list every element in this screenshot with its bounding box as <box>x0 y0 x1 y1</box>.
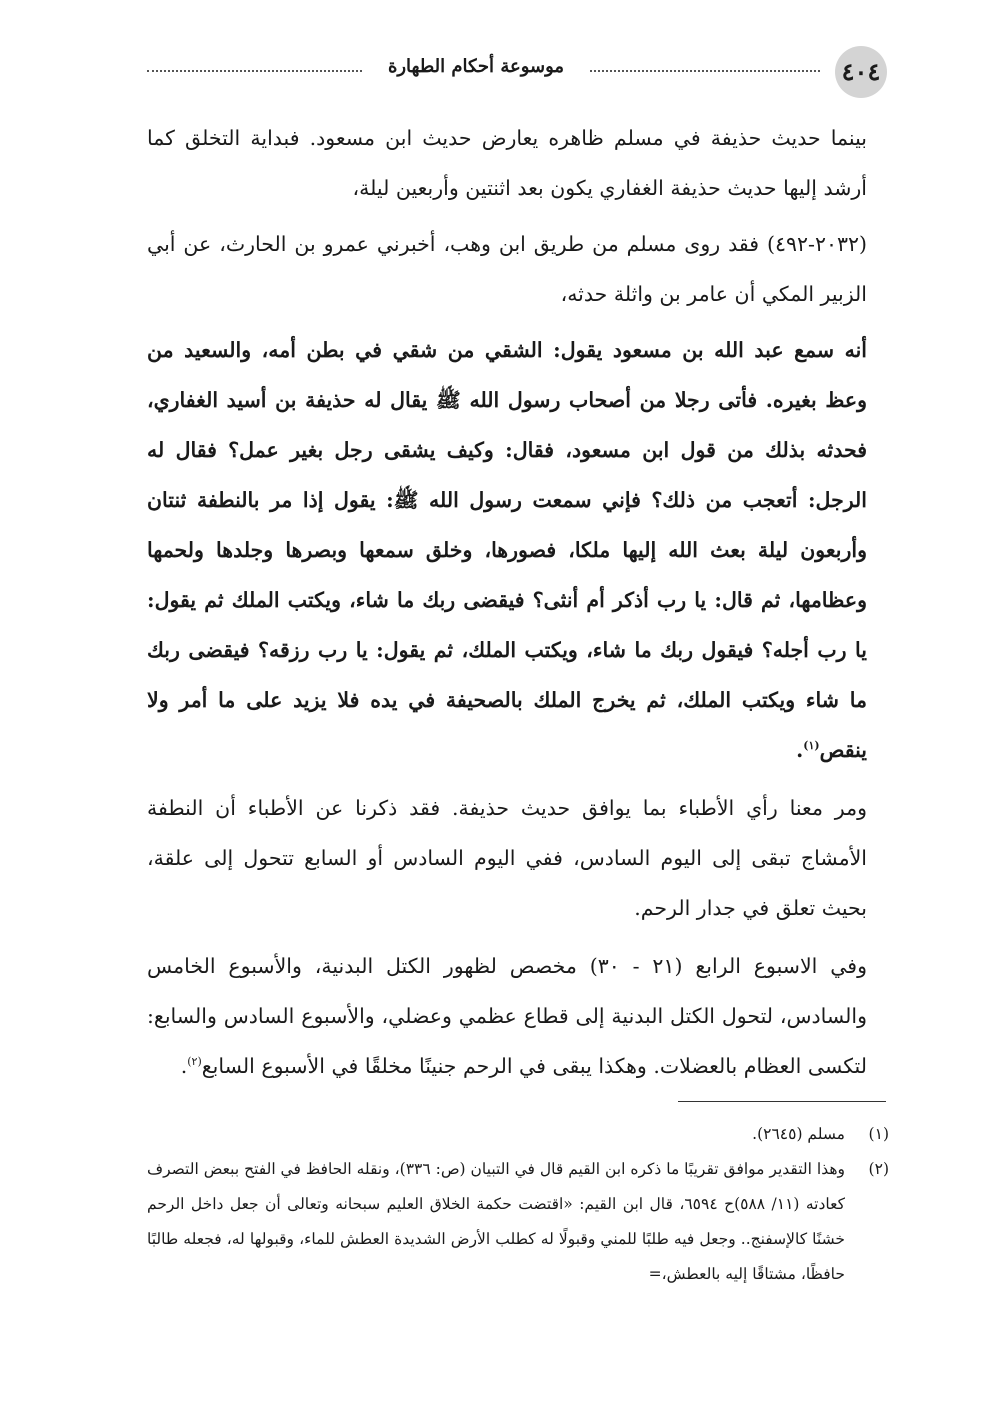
footnote-ref-2: (٢) <box>187 1055 202 1069</box>
body-text <box>147 113 867 1091</box>
header-dotted-line-left <box>147 70 362 72</box>
footnotes <box>147 1117 889 1292</box>
header-dotted-line-right <box>590 70 820 72</box>
footnote-ref-1: (١) <box>803 739 820 753</box>
footnote-2 <box>147 1152 889 1292</box>
paragraph-hadith-text: أنه سمع عبد الله بن مسعود يقول: الشقي من شقي في بطن أمه، والسعيد من وعظ بغيره. فأتى رجلا من أصحاب رسول الله ﷺ يقال له حذيفة بن أسيد الغفاري، فحدثه بذلك من قول ابن مسعود، فقال: وكيف يشقى رجل بغير عمل؟ فقال له الرجل: أتعجب من ذلك؟ فإني سمعت رسول الله ﷺ: يقول إذا مر بالنطفة ثنتان وأربعون ليلة بعث الله إليها ملكا، فصورها، وخلق سمعها وبصرها وجلدها ولحمها وعظامها، ثم قال: يا رب أذكر أم أنثى؟ فيقضى ربك ما شاء، ويكتب الملك ثم يقول: يا رب أجله؟ فيقول ربك ما شاء، ويكتب الملك، ثم يقول: يا رب رزقه؟ فيقضى ربك ما شاء ويكتب الملك، ثم يخرج الملك بالصحيفة في يده فلا يزيد على ما أمر ولا ينقص$^{(١)}$. <box>147 338 867 762</box>
hadith-text: أنه سمع عبد الله بن مسعود يقول: الشقي من شقي في بطن أمه، والسعيد من وعظ بغيره. فأتى رجلا من أصحاب رسول الله ﷺ يقال له حذيفة بن أسيد الغفاري، فحدثه بذلك من قول ابن مسعود، فقال: وكيف يشقى رجل بغير عمل؟ فقال له الرجل: أتعجب من ذلك؟ فإني سمعت رسول الله ﷺ: يقول إذا مر بالنطفة ثنتان وأربعون ليلة بعث الله إليها ملكا، فصورها، وخلق سمعها وبصرها وجلدها ولحمها وعظامها، ثم قال: يا رب أذكر أم أنثى؟ فيقضى ربك ما شاء، ويكتب الملك ثم يقول: يا رب أجله؟ فيقول ربك ما شاء، ويكتب الملك، ثم يقول: يا رب رزقه؟ فيقضى ربك ما شاء ويكتب الملك، ثم يخرج الملك بالصحيفة في يده فلا يزيد على ما أمر ولا ينقص <box>147 338 867 762</box>
page-number: ٤٠٤ <box>835 46 887 98</box>
footnote-separator <box>678 1101 886 1102</box>
footnote-number: (٢) <box>868 1160 889 1178</box>
paragraph-weeks: وفي الاسبوع الرابع (٢١ - ٣٠) مخصص لظهور الكتل البدنية، والأسبوع الخامس والسادس، لتحول الكتل البدنية إلى قطاع عظمي وعضلي، والأسبوع السادس والسابع: لتكسى العظام بالعضلات. وهكذا يبقى في الرحم جنينًا مخلقًا في الأسبوع السابع$^{(٢)}$. <box>147 954 867 1078</box>
weeks-text: وفي الاسبوع الرابع (٢١ - ٣٠) مخصص لظهور الكتل البدنية، والأسبوع الخامس والسادس، لتحول الكتل البدنية إلى قطاع عظمي وعضلي، والأسبوع السادس والسابع: لتكسى العظام بالعضلات. وهكذا يبقى في الرحم جنينًا مخلقًا في الأسبوع السابع <box>147 954 867 1078</box>
paragraph-doctors-opinion: ومر معنا رأي الأطباء بما يوافق حديث حذيفة. فقد ذكرنا عن الأطباء أن النطفة الأمشاج تبقى إلى اليوم السادس، ففي اليوم السادس أو السابع تتحول إلى علقة، بحيث تعلق في جدار الرحم. <box>147 796 867 920</box>
running-header-title: موسوعة أحكام الطهارة <box>387 56 565 77</box>
footnote-text: وهذا التقدير موافق تقريبًا ما ذكره ابن القيم قال في التبيان (ص: ٣٣٦)، ونقله الحافظ في الفتح ببعض التصرف كعادته (١١/ ٥٨٨)ح ٦٥٩٤، قال ابن القيم: «اقتضت حكمة الخلاق العليم سبحانه وتعالى أن جعل داخل الرحم خشنًا كالإسفنج.. وجعل فيه طلبًا للمني وقبولًا له كطلب الأرض الشديدة العطش للماء، وقبولها له، فجعله طالبًا حافظًا، مشتاقًا إليه بالعطش،= <box>147 1160 845 1283</box>
footnote-1 <box>147 1117 889 1152</box>
paragraph-intro: بينما حديث حذيفة في مسلم ظاهره يعارض حديث ابن مسعود. فبداية التخلق كما أرشد إليها حديث حذيفة الغفاري يكون بعد اثنتين وأربعين ليلة، <box>147 126 867 200</box>
footnote-number: (١) <box>868 1125 889 1143</box>
paragraph-hadith-chain: (٢٠٣٢-٤٩٢) فقد روى مسلم من طريق ابن وهب، أخبرني عمرو بن الحارث، عن أبي الزبير المكي أن عامر بن واثلة حدثه، <box>147 232 867 306</box>
footnote-text: مسلم (٢٦٤٥). <box>752 1125 845 1143</box>
